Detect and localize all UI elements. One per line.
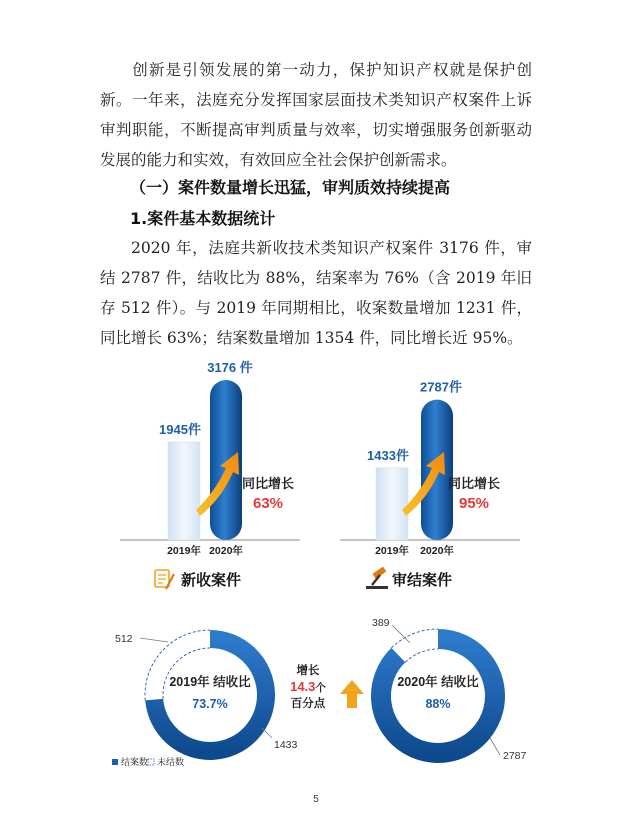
legend-closed-label: 结案数 [121,757,149,767]
growth-value: 63% [252,495,284,512]
section-heading: （一）案件数量增长迅猛，审判质效持续提高 [130,178,451,197]
leader-line [490,738,500,755]
category-label: 2020年 [209,545,243,557]
slice-label: 1433 [274,739,298,751]
subsection-heading: 1.案件基本数据统计 [130,209,276,228]
growth-note-line1: 增长 [296,665,320,677]
donut-slice-closed [381,639,495,753]
up-arrow-icon [340,680,364,708]
page-number: 5 [313,794,319,805]
growth-label: 同比增长 [447,476,501,491]
document-pen-icon [155,570,174,589]
chart-title: 审结案件 [392,572,453,589]
bar-closed-2019 [376,468,408,540]
bar-value-label: 1433件 [367,447,409,463]
slice-label: 389 [372,617,390,629]
growth-note-number: 14.3 [290,679,316,694]
legend-open-label: 未结数 [157,757,185,767]
statistics-figure [0,360,632,780]
bar-value-label: 1945件 [159,422,201,438]
slice-label: 2787 [503,750,527,762]
growth-label: 同比增长 [241,476,295,491]
donut-slice-closed [154,639,266,751]
chart-title: 新收案件 [181,572,242,589]
legend-closed-swatch [112,759,118,765]
donut-center-value: 73.7% [192,697,228,711]
bar-value-label: 3176 件 [207,360,253,375]
growth-note-unit: 个 [315,682,326,694]
growth-value: 95% [458,495,490,512]
leader-line [140,638,168,642]
category-label: 2019年 [375,545,409,557]
donut-slice-open [145,630,210,700]
category-label: 2020年 [420,545,454,557]
donut-center-title: 2019年 结收比 [169,675,251,689]
donut-slice-open-inner [163,648,210,699]
intro-paragraph: 创新是引领发展的第一动力，保护知识产权就是保护创新。一年来，法庭充分发挥国家层面技术类知识产权案件上诉审判职能，不断提高审判质量与效率，切实增强服务创新驱动发展的能力和实效，有效回应全社会保护创新需求。 [100,61,532,169]
gavel-icon [366,567,388,589]
bar-value-label: 2787件 [420,379,462,395]
growth-note-line3: 百分点 [290,698,326,710]
leader-line [262,728,272,738]
legend-open-swatch [148,759,154,765]
bar-new-2019 [168,442,200,540]
donut-center-title: 2020年 结收比 [397,675,479,689]
category-label: 2019年 [167,545,201,557]
donut-slice-open-inner [405,649,438,662]
donut-chart-2019 [145,630,266,751]
donut-chart-2020 [381,629,495,753]
growth-note-value [290,679,326,694]
donut-center-value: 88% [425,697,451,711]
stats-paragraph: 2020 年，法庭共新收技术类知识产权案件 3176 件，审结 2787 件，结收比为 88%，结案率为 76%（含 2019 年旧存 512 件）。与 2019 年同期相比，收案数量增加 1231 件，同比增长 63%；结案数量增加 1354 件，同比增长近 95%。 [100,239,532,347]
slice-label: 512 [115,633,133,645]
